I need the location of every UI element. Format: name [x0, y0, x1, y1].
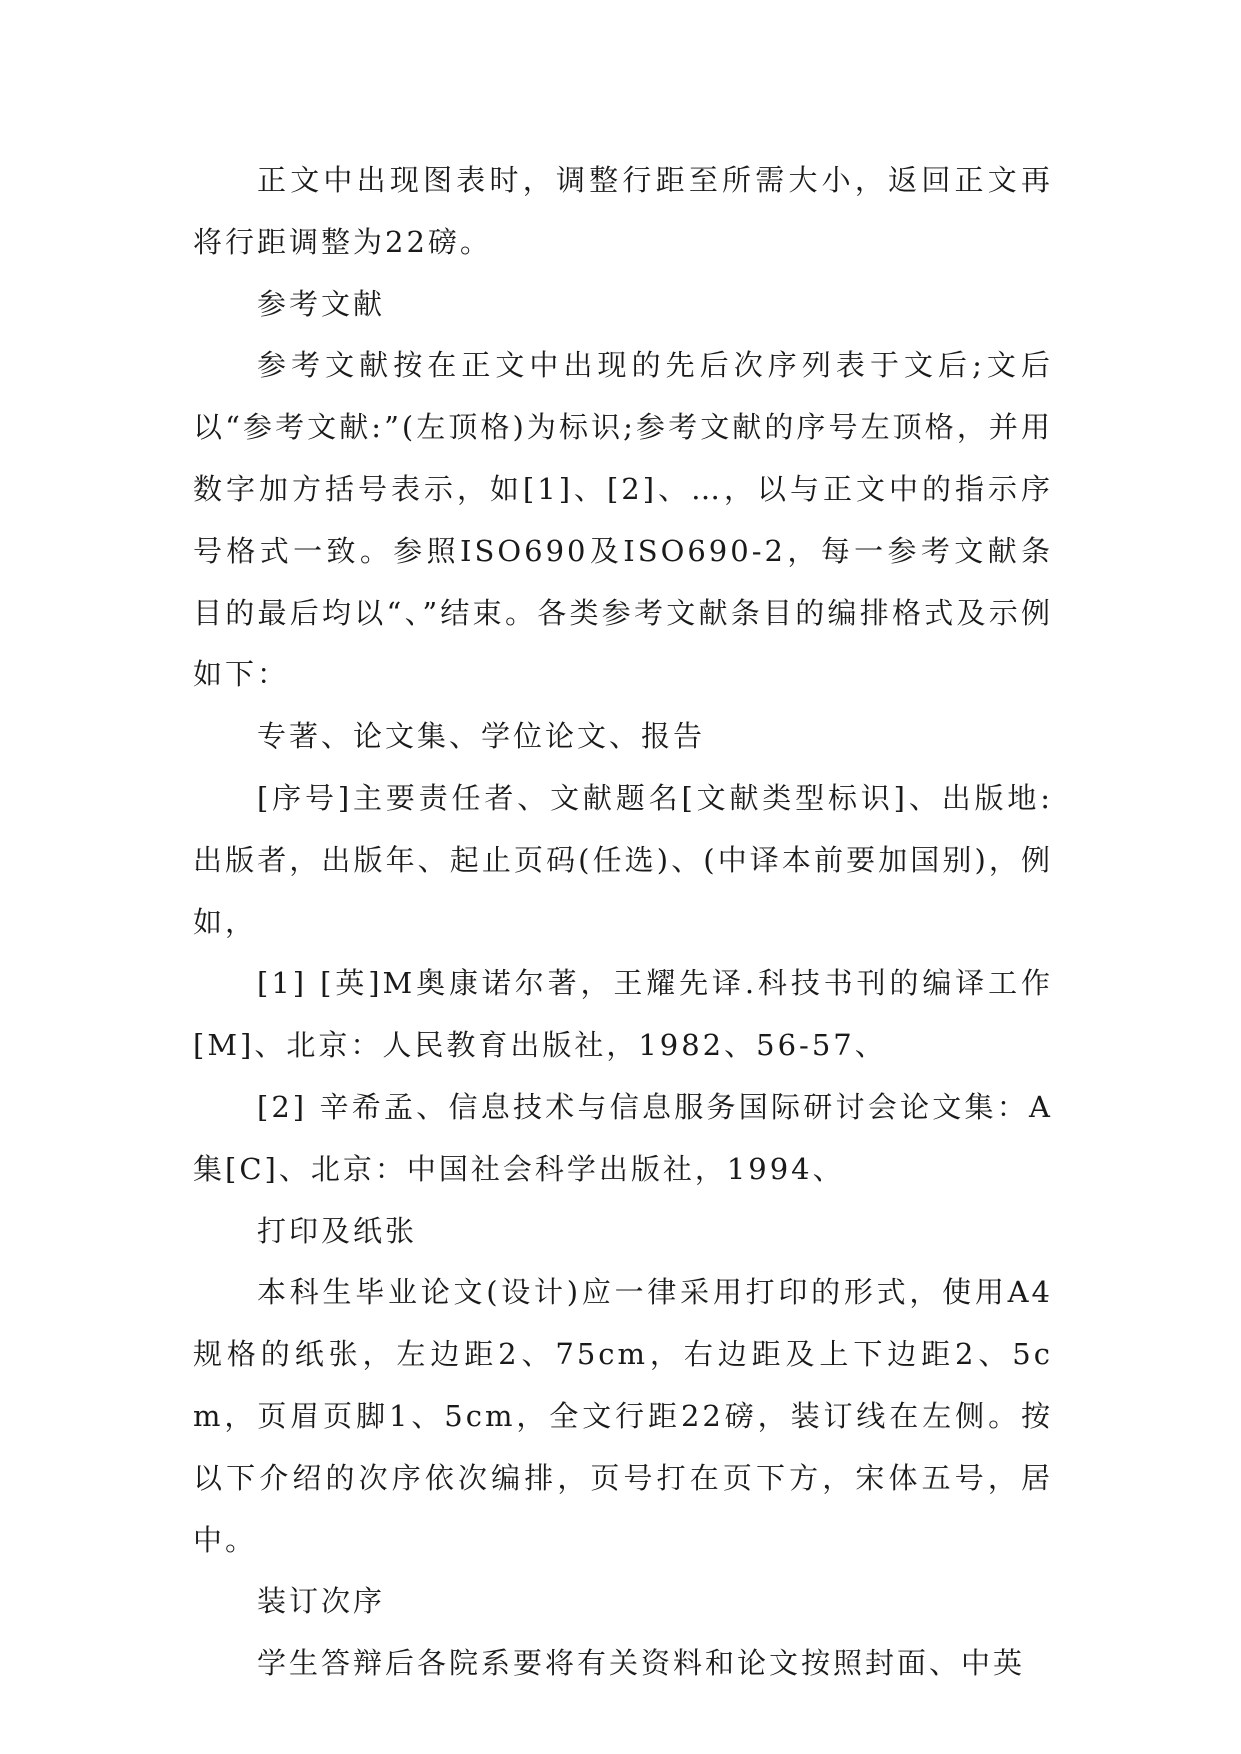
paragraph-monograph-format: [序号]主要责任者、文献题名[文献类型标识]、出版地:出版者，出版年、起止页码(任选)、(中译本前要加国别)，例如， [193, 780, 1053, 939]
heading-monographs: 专著、论文集、学位论文、报告 [257, 719, 706, 754]
heading-references: 参考文献 [257, 286, 386, 321]
reference-example-1: [1] [英]M奥康诺尔著，王耀先译.科技书刊的编译工作[M]、北京：人民教育出版社，1982、56-57、 [193, 966, 1053, 1063]
paragraph-figure-spacing: 正文中出现图表时，调整行距至所需大小，返回正文再将行距调整为22磅。 [193, 163, 1053, 259]
heading-binding: 装订次序 [257, 1584, 386, 1619]
paragraph-binding-rules: 学生答辩后各院系要将有关资料和论文按照封面、中英 [257, 1646, 1026, 1681]
paragraph-printing-rules: 本科生毕业论文(设计)应一律采用打印的形式，使用A4规格的纸张，左边距2、75cm，右边距及上下边距2、5cm，页眉页脚1、5cm，全文行距22磅，装订线在左侧。按以下介绍的次序依次编排，页号打在页下方，宋体五号，居中。 [193, 1275, 1053, 1557]
document-body [193, 150, 1053, 1695]
paragraph-references-rules: 参考文献按在正文中出现的先后次序列表于文后;文后以“参考文献:”(左顶格)为标识;参考文献的序号左顶格，并用数字加方括号表示，如[1]、[2]、…，以与正文中的指示序号格式一致。参照ISO690及ISO690-2，每一参考文献条目的最后均以“、”结束。各类参考文献条目的编排格式及示例如下： [193, 348, 1053, 692]
heading-printing: 打印及纸张 [257, 1213, 418, 1248]
reference-example-2: [2] 辛希孟、信息技术与信息服务国际研讨会论文集：A集[C]、北京：中国社会科学出版社，1994、 [193, 1089, 1053, 1186]
